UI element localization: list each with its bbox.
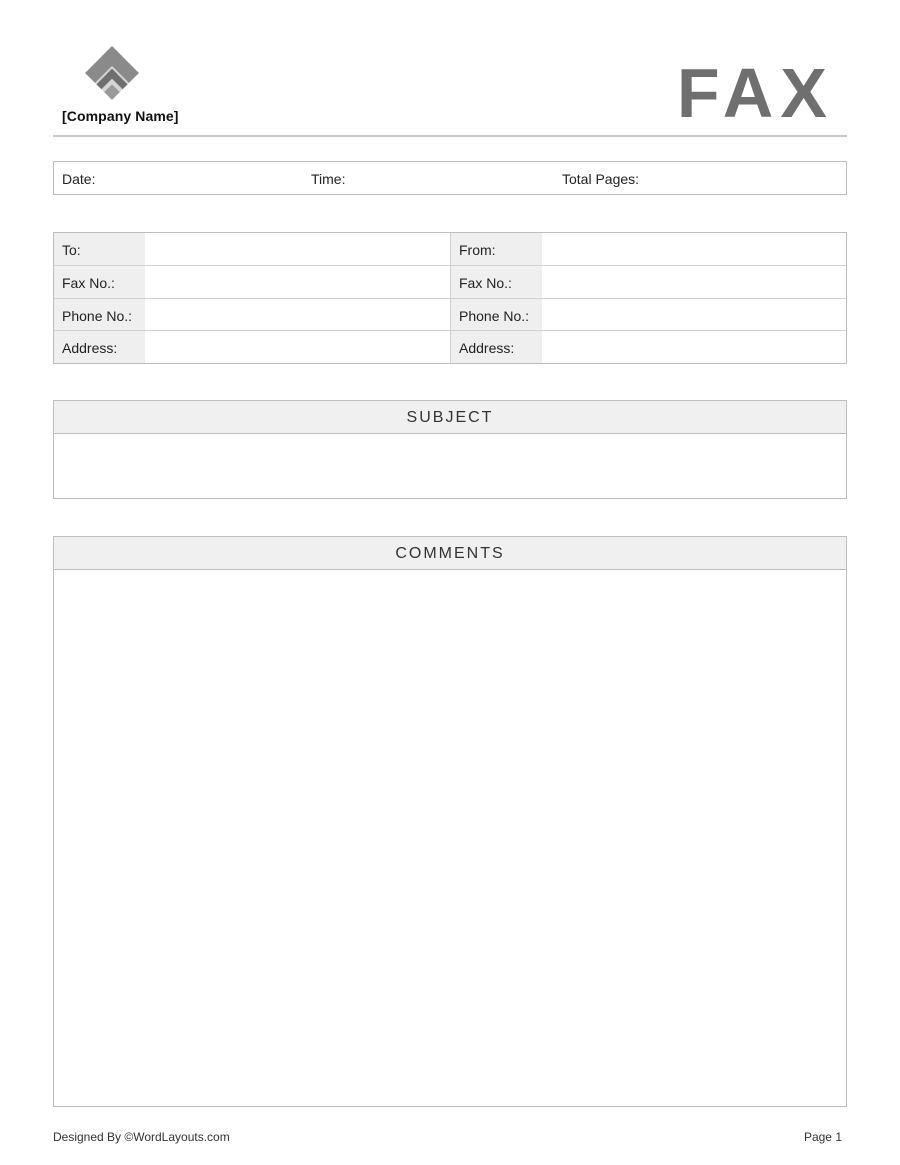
date-label: Date: (62, 171, 96, 187)
to-label: To: (62, 242, 81, 258)
from-label-cell (451, 233, 542, 265)
to-phone-label-cell (54, 299, 145, 331)
from-label: From: (459, 242, 496, 258)
from-address-label-cell (451, 331, 542, 363)
to-fax-label-cell (54, 266, 145, 298)
from-fax-label-cell (451, 266, 542, 298)
from-address-label: Address: (459, 340, 515, 356)
header-divider (53, 135, 847, 137)
to-address-label-cell (54, 331, 145, 363)
from-phone-label-cell (451, 299, 542, 331)
to-phone-label: Phone No.: (62, 308, 133, 324)
to-address-label: Address: (62, 340, 118, 356)
contact-table (53, 232, 847, 364)
time-label: Time: (311, 171, 346, 187)
date-time-row (53, 161, 847, 195)
comments-body (54, 570, 846, 1106)
subject-header (54, 401, 846, 434)
from-phone-label: Phone No.: (459, 308, 530, 324)
subject-section (53, 400, 847, 499)
comments-section (53, 536, 847, 1107)
company-logo-icon (84, 45, 140, 101)
total-pages-label: Total Pages: (562, 171, 640, 187)
contact-column-divider (450, 233, 451, 363)
company-name: [Company Name] (62, 108, 179, 124)
subject-heading: SUBJECT (406, 409, 494, 426)
to-label-cell (54, 233, 145, 265)
fax-title: FAX (676, 54, 834, 132)
from-fax-label: Fax No.: (459, 275, 512, 291)
comments-header (54, 537, 846, 570)
footer-page-number: Page 1 (803, 1130, 842, 1144)
footer-designer: Designed By ©WordLayouts.com (53, 1130, 230, 1144)
comments-heading: COMMENTS (395, 545, 505, 562)
to-fax-label: Fax No.: (62, 275, 115, 291)
subject-body (54, 434, 846, 498)
